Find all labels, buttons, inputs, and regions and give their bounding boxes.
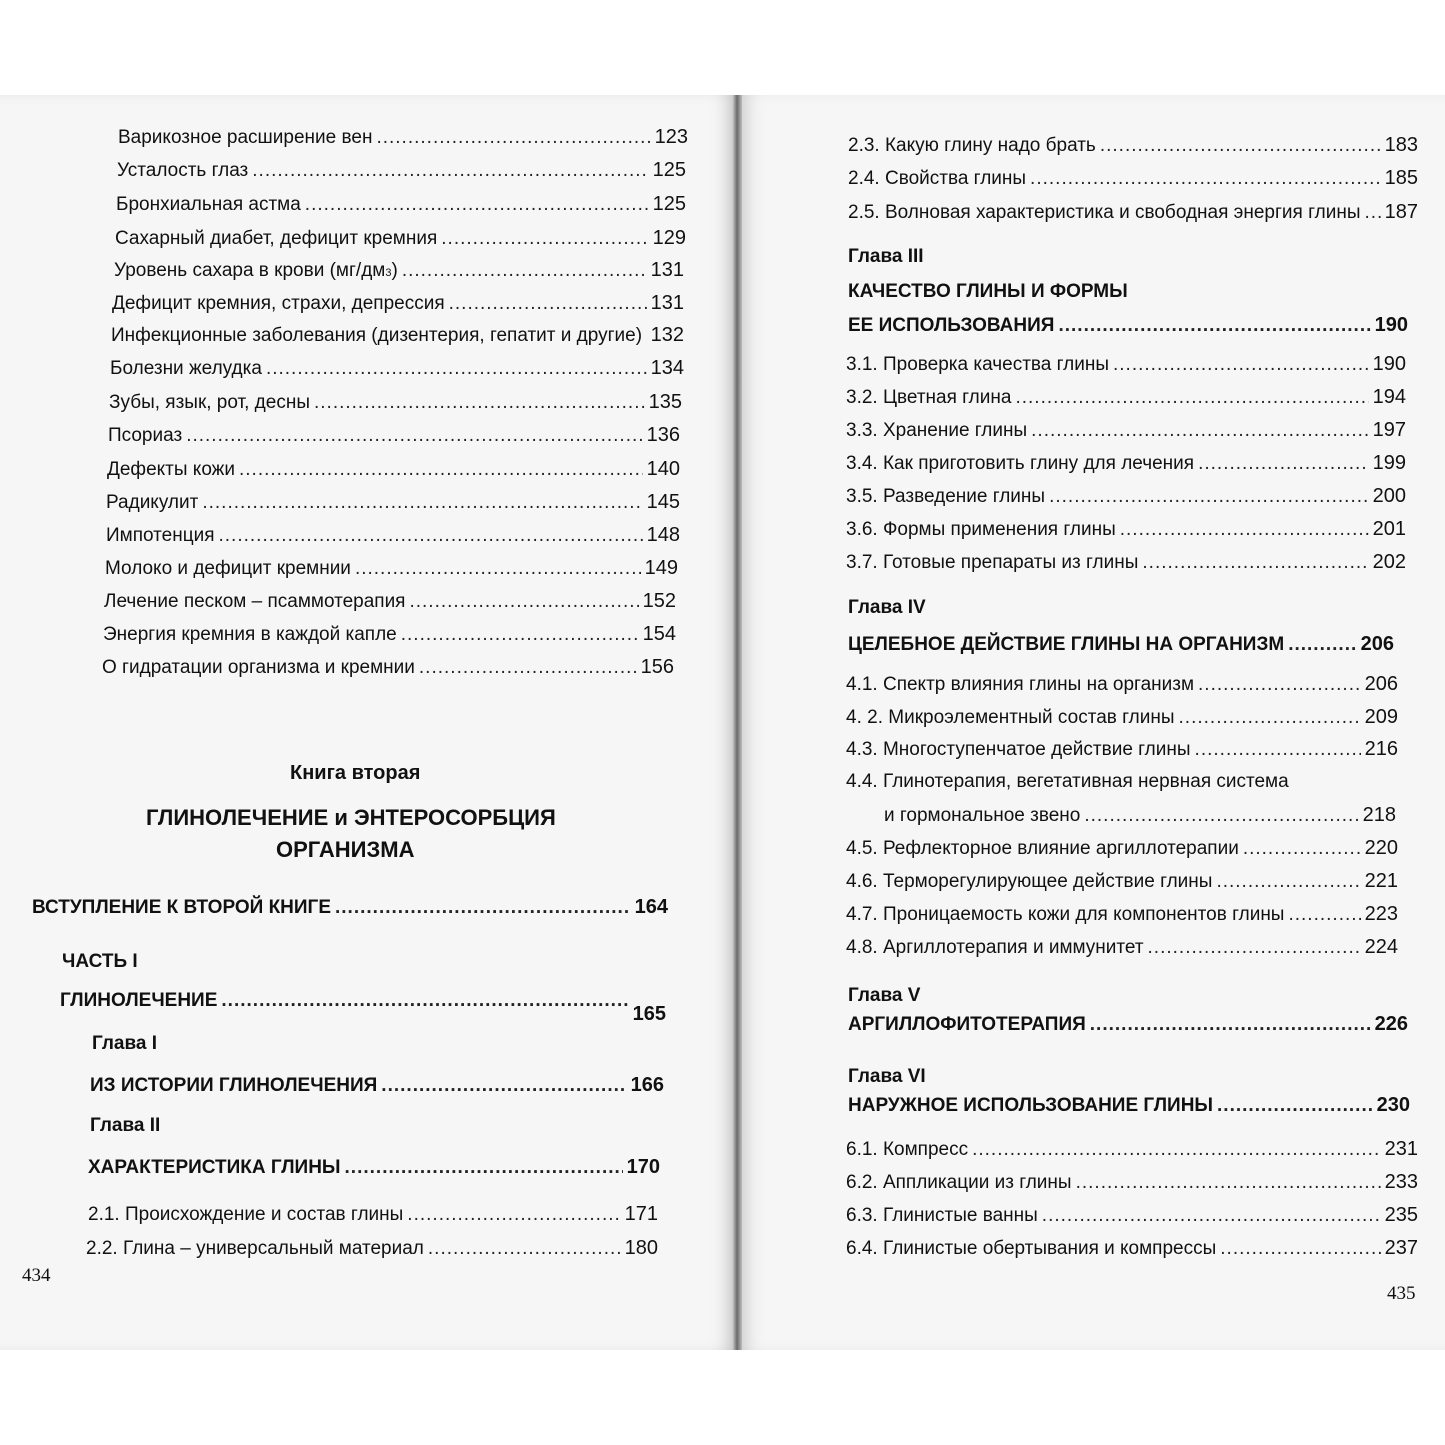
chapter3-label: Глава III bbox=[848, 246, 924, 267]
toc-entry-title: 3.2. Цветная глина bbox=[846, 387, 1012, 408]
leader-dots bbox=[1076, 1171, 1381, 1195]
toc-entry-left-16[interactable] bbox=[102, 655, 674, 680]
toc-entry-title: Сахарный диабет, дефицит кремния bbox=[115, 228, 438, 249]
toc-entry-3-6[interactable] bbox=[846, 517, 1406, 542]
toc-entry-title: 4.4. Глинотерапия, вегетативная нервная система bbox=[846, 771, 1289, 792]
toc-entry-title: 3.1. Проверка качества глины bbox=[846, 354, 1109, 375]
toc-entry-6-3[interactable] bbox=[846, 1203, 1418, 1228]
toc-entry-6-2[interactable] bbox=[846, 1170, 1418, 1195]
leader-dots bbox=[1031, 419, 1368, 443]
toc-entry-3-2[interactable] bbox=[846, 385, 1406, 410]
toc-entry-page: 190 bbox=[1372, 353, 1406, 375]
toc-entry-left-5[interactable] bbox=[112, 291, 684, 316]
toc-entry-part1[interactable]: ГЛИНОЛЕЧЕНИЕ ..... 165 bbox=[60, 988, 666, 1013]
toc-entry-title: 3.7. Готовые препараты из глины bbox=[846, 552, 1139, 573]
toc-entry-page: 237 bbox=[1384, 1237, 1418, 1259]
toc-entry-chapter2[interactable]: ХАРАКТЕРИСТИКА ГЛИНЫ ..... 170 bbox=[88, 1155, 660, 1180]
book-title-line2: ОРГАНИЗМА bbox=[276, 837, 415, 862]
leader-dots bbox=[1015, 386, 1368, 410]
toc-entry-chapter6[interactable]: НАРУЖНОЕ ИСПОЛЬЗОВАНИЕ ГЛИНЫ ..... 230 bbox=[848, 1093, 1410, 1118]
toc-entry-3-5[interactable] bbox=[846, 484, 1406, 509]
toc-entry-page: 194 bbox=[1372, 386, 1406, 408]
toc-entry-title-end: ) bbox=[391, 260, 398, 281]
part-label: ЧАСТЬ I bbox=[62, 951, 138, 972]
toc-entry-page: 135 bbox=[648, 391, 682, 413]
toc-entry-left-13[interactable] bbox=[105, 556, 678, 581]
toc-entry-title: 6.4. Глинистые обертывания и компрессы bbox=[846, 1238, 1217, 1259]
toc-entry-title: 4.3. Многоступенчатое действие глины bbox=[846, 739, 1191, 760]
leader-dots bbox=[409, 590, 638, 614]
toc-entry-4-0[interactable] bbox=[846, 672, 1398, 697]
book-label: Книга вторая bbox=[290, 762, 421, 784]
toc-entry-title: 4.1. Спектр влияния глины на организм bbox=[846, 674, 1195, 695]
leader-dots bbox=[1042, 1204, 1381, 1228]
leader-dots bbox=[219, 524, 643, 548]
toc-entry-page: 145 bbox=[646, 491, 680, 513]
leader-dots bbox=[646, 324, 647, 348]
toc-entry-page: 221 bbox=[1364, 870, 1398, 892]
toc-entry-title: 3.6. Формы применения глины bbox=[846, 519, 1116, 540]
toc-entry-title: 3.3. Хранение глины bbox=[846, 420, 1028, 441]
leader-dots bbox=[449, 292, 647, 316]
toc-entry-title: Псориаз bbox=[108, 425, 183, 446]
leader-dots bbox=[1084, 804, 1358, 828]
toc-entry-3-3[interactable] bbox=[846, 418, 1406, 443]
toc-entry-2-2[interactable]: 2.2. Глина – универсальный материал ..... 180 bbox=[86, 1236, 658, 1261]
toc-entry-title: 6.3. Глинистые ванны bbox=[846, 1205, 1038, 1226]
toc-entry-title: 3.4. Как приготовить глину для лечения bbox=[846, 453, 1195, 474]
toc-entry-title: Лечение песком – псаммотерапия bbox=[104, 591, 406, 612]
toc-entry-4-5[interactable] bbox=[846, 836, 1398, 861]
toc-entry-left-0[interactable] bbox=[118, 125, 688, 150]
toc-entry-3-1[interactable] bbox=[846, 352, 1406, 377]
leader-dots bbox=[1216, 870, 1360, 894]
leader-dots bbox=[266, 357, 647, 381]
leader-dots bbox=[1179, 706, 1361, 730]
toc-entry-page: 131 bbox=[650, 292, 684, 314]
toc-entry-chapter1[interactable]: ИЗ ИСТОРИИ ГЛИНОЛЕЧЕНИЯ ..... 166 bbox=[90, 1073, 664, 1098]
chapter3-title-line1: КАЧЕСТВО ГЛИНЫ И ФОРМЫ bbox=[848, 281, 1128, 302]
toc-entry-4-2[interactable] bbox=[846, 737, 1398, 762]
chapter5-label: Глава V bbox=[848, 985, 921, 1006]
toc-entry-page: 209 bbox=[1364, 706, 1398, 728]
leader-dots bbox=[239, 458, 643, 482]
toc-entry-page: 206 bbox=[1364, 673, 1398, 695]
toc-entry-title: Дефекты кожи bbox=[107, 459, 235, 480]
toc-entry-page: 216 bbox=[1364, 738, 1398, 760]
toc-entry-page: 231 bbox=[1384, 1138, 1418, 1160]
toc-entry-3-7[interactable] bbox=[846, 550, 1406, 575]
toc-entry-title: Варикозное расширение вен bbox=[118, 127, 373, 148]
leader-dots bbox=[1195, 738, 1361, 762]
toc-entry-title: Бронхиальная астма bbox=[116, 194, 301, 215]
toc-entry-page: 140 bbox=[646, 458, 680, 480]
toc-entry-page: 148 bbox=[646, 524, 680, 546]
toc-entry-page: 134 bbox=[650, 357, 684, 379]
toc-entry-page: 156 bbox=[640, 656, 674, 678]
toc-entry-title: 6.1. Компресс bbox=[846, 1139, 969, 1160]
toc-entry-page: 131 bbox=[650, 259, 684, 281]
toc-entry-left-1[interactable] bbox=[117, 158, 686, 183]
toc-entry-4-8[interactable] bbox=[846, 935, 1398, 960]
toc-entry-page: 125 bbox=[652, 193, 686, 215]
chapter1-label: Глава I bbox=[92, 1033, 158, 1054]
toc-entry-4-6[interactable] bbox=[846, 869, 1398, 894]
toc-entry-page: 125 bbox=[652, 159, 686, 181]
toc-entry-page: 129 bbox=[652, 227, 686, 249]
toc-entry-page: 223 bbox=[1364, 903, 1398, 925]
toc-entry-left-8[interactable] bbox=[109, 390, 682, 415]
toc-entry-title: О гидратации организма и кремнии bbox=[102, 657, 415, 678]
toc-entry-page: 200 bbox=[1372, 485, 1406, 507]
toc-entry-title: 4.6. Терморегулирующее действие глины bbox=[846, 871, 1213, 892]
toc-entry-6-4[interactable] bbox=[846, 1236, 1418, 1261]
leader-dots bbox=[355, 557, 641, 581]
toc-entry-4-4[interactable] bbox=[884, 803, 1396, 828]
toc-entry-page: 132 bbox=[650, 324, 684, 346]
chapter2-label: Глава II bbox=[90, 1115, 161, 1136]
toc-entry-2-5[interactable]: 2.5. Волновая характеристика и свободная энергия глины ..... 187 bbox=[848, 200, 1418, 225]
toc-entry-page: 152 bbox=[642, 590, 676, 612]
book-gutter bbox=[732, 95, 742, 1350]
leader-dots bbox=[1198, 673, 1361, 697]
toc-entry-page: 218 bbox=[1362, 804, 1396, 826]
toc-entry-left-11[interactable] bbox=[106, 490, 680, 515]
leader-dots bbox=[252, 159, 648, 183]
toc-entry-title: 4.7. Проницаемость кожи для компонентов глины bbox=[846, 904, 1285, 925]
toc-entry-page: 154 bbox=[642, 623, 676, 645]
leader-dots bbox=[1113, 353, 1369, 377]
toc-entry-page: 201 bbox=[1372, 518, 1406, 540]
toc-entry-2-4[interactable]: 2.4. Свойства глины ..... 185 bbox=[848, 166, 1418, 191]
toc-entry-page: 220 bbox=[1364, 837, 1398, 859]
left-page-number: 434 bbox=[22, 1265, 51, 1286]
toc-entry-title: Дефицит кремния, страхи, депрессия bbox=[112, 293, 445, 314]
toc-entry-title: 6.2. Аппликации из глины bbox=[846, 1172, 1072, 1193]
toc-entry-title: Болезни желудка bbox=[110, 358, 262, 379]
toc-entry-page: 123 bbox=[654, 126, 688, 148]
leader-dots bbox=[1148, 936, 1361, 960]
toc-entry-left-9[interactable] bbox=[108, 423, 680, 448]
toc-entry-3-4[interactable] bbox=[846, 451, 1406, 476]
toc-entry-title: 4.8. Аргиллотерапия и иммунитет bbox=[846, 937, 1144, 958]
leader-dots bbox=[376, 126, 650, 150]
leader-dots bbox=[186, 424, 642, 448]
toc-entry-left-7[interactable] bbox=[110, 356, 684, 381]
toc-entry-left-14[interactable] bbox=[104, 589, 676, 614]
toc-entry-left-6[interactable] bbox=[111, 323, 684, 348]
toc-entry-title: Молоко и дефицит кремнии bbox=[105, 558, 351, 579]
toc-entry-title: и гормональное звено bbox=[884, 805, 1081, 826]
leader-dots bbox=[419, 656, 637, 680]
toc-entry-title: Уровень сахара в крови (мг/дм bbox=[114, 260, 386, 281]
toc-entry-2-1[interactable]: 2.1. Происхождение и состав глины ..... 171 bbox=[88, 1202, 658, 1227]
leader-dots bbox=[1142, 551, 1368, 575]
toc-entry-page: 149 bbox=[644, 557, 678, 579]
chapter6-label: Глава VI bbox=[848, 1066, 926, 1087]
leader-dots bbox=[1049, 485, 1369, 509]
toc-entry-title: Радикулит bbox=[106, 492, 199, 513]
toc-entry-left-10[interactable] bbox=[107, 457, 680, 482]
chapter4-label: Глава IV bbox=[848, 597, 926, 618]
toc-entry-4-1[interactable] bbox=[846, 705, 1398, 730]
leader-dots bbox=[1198, 452, 1369, 476]
toc-entry-page: 136 bbox=[646, 424, 680, 446]
leader-dots bbox=[202, 491, 642, 515]
toc-entry-title: Энергия кремния в каждой капле bbox=[103, 624, 397, 645]
toc-entry-left-4[interactable]: Уровень сахара в крови (мг/дм 3 ) ..... 131 bbox=[114, 258, 684, 283]
leader-dots bbox=[1243, 837, 1361, 861]
toc-entry-page: 199 bbox=[1372, 452, 1406, 474]
toc-entry-2-3[interactable]: 2.3. Какую глину надо брать ..... 183 bbox=[848, 133, 1418, 158]
leader-dots bbox=[1220, 1237, 1380, 1261]
toc-entry-page: 233 bbox=[1384, 1171, 1418, 1193]
toc-entry-left-3[interactable] bbox=[115, 226, 686, 251]
toc-entry-6-1[interactable] bbox=[846, 1137, 1418, 1162]
leader-dots bbox=[314, 391, 645, 415]
leader-dots bbox=[402, 259, 647, 283]
toc-entry-title: Инфекционные заболевания (дизентерия, гепатит и другие) bbox=[111, 325, 643, 346]
leader-dots bbox=[1288, 903, 1360, 927]
toc-entry-page: 235 bbox=[1384, 1204, 1418, 1226]
toc-entry-page: 224 bbox=[1364, 936, 1398, 958]
toc-entry-chapter5[interactable]: АРГИЛЛОФИТОТЕРАПИЯ ..... 226 bbox=[848, 1012, 1408, 1037]
toc-entry-left-2[interactable] bbox=[116, 192, 686, 217]
toc-entry-page: 197 bbox=[1372, 419, 1406, 441]
toc-entry-title: Зубы, язык, рот, десны bbox=[109, 392, 310, 413]
leader-dots bbox=[401, 623, 639, 647]
toc-entry-chapter4[interactable]: ЦЕЛЕБНОЕ ДЕЙСТВИЕ ГЛИНЫ НА ОРГАНИЗМ ..... 206 bbox=[848, 632, 1394, 657]
toc-entry-intro[interactable]: ВСТУПЛЕНИЕ К ВТОРОЙ КНИГЕ ..... 164 bbox=[32, 895, 668, 920]
right-page-number: 435 bbox=[1387, 1283, 1416, 1304]
toc-entry-4-3[interactable] bbox=[846, 770, 1398, 794]
toc-entry-chapter3[interactable]: ЕЕ ИСПОЛЬЗОВАНИЯ ..... 190 bbox=[848, 313, 1408, 338]
toc-entry-title: 3.5. Разведение глины bbox=[846, 486, 1046, 507]
toc-entry-left-15[interactable] bbox=[103, 622, 676, 647]
leader-dots bbox=[1120, 518, 1369, 542]
toc-entry-left-12[interactable] bbox=[106, 523, 680, 548]
toc-entry-page: 202 bbox=[1372, 551, 1406, 573]
toc-entry-title: Усталость глаз bbox=[117, 160, 249, 181]
toc-entry-title: Импотенция bbox=[106, 525, 215, 546]
toc-entry-title: 4. 2. Микроэлементный состав глины bbox=[846, 707, 1175, 728]
leader-dots bbox=[972, 1138, 1381, 1162]
toc-entry-4-7[interactable] bbox=[846, 902, 1398, 927]
leader-dots bbox=[441, 227, 648, 251]
toc-entry-title: 4.5. Рефлекторное влияние аргиллотерапии bbox=[846, 838, 1239, 859]
leader-dots bbox=[305, 193, 649, 217]
book-title-line1: ГЛИНОЛЕЧЕНИЕ и ЭНТЕРОСОРБЦИЯ bbox=[146, 805, 556, 830]
